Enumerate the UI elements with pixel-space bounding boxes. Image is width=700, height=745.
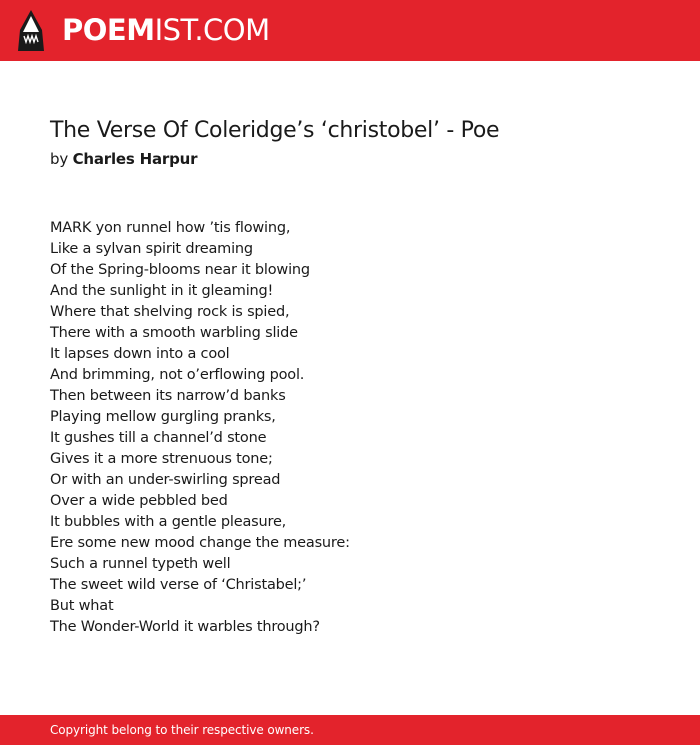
logo-text-bold: POEM	[62, 13, 155, 47]
logo-text-light: IST.COM	[154, 13, 270, 47]
poem-line: It lapses down into a cool	[50, 346, 230, 362]
pen-nib-icon[interactable]	[18, 10, 44, 51]
poem-line: Playing mellow gurgling pranks,	[50, 409, 276, 425]
copyright-notice: Copyright belong to their respective owners.	[50, 723, 314, 737]
site-header	[0, 0, 700, 61]
poem-line: There with a smooth warbling slide	[50, 325, 298, 341]
poem-line: It bubbles with a gentle pleasure,	[50, 514, 287, 530]
poem-line: Like a sylvan spirit dreaming	[50, 241, 253, 257]
poem-line: Of the Spring-blooms near it blowing	[50, 262, 310, 278]
poem-line: And the sunlight in it gleaming!	[50, 283, 274, 299]
poem-line: And brimming, not o’erflowing pool.	[50, 367, 305, 383]
by-label: by	[50, 150, 68, 168]
poem-body	[50, 218, 670, 638]
poem-line: The sweet wild verse of ‘Christabel;’	[50, 577, 307, 593]
author-name: Charles Harpur	[72, 150, 198, 168]
byline	[50, 149, 670, 169]
poem-title: The Verse Of Coleridge’s ‘christobel’ - Poe	[50, 118, 500, 143]
site-logo[interactable]	[62, 12, 270, 48]
poem-line: Such a runnel typeth well	[50, 556, 231, 572]
poem-line: Then between its narrow’d banks	[50, 388, 286, 404]
poem-heading	[50, 117, 670, 169]
poem-line: But what	[50, 598, 114, 614]
poem-line: It gushes till a channel’d stone	[50, 430, 267, 446]
poem-line: Or with an under-swirling spread	[50, 472, 281, 488]
poem-line: Over a wide pebbled bed	[50, 493, 228, 509]
poem-line: Where that shelving rock is spied,	[50, 304, 290, 320]
poem-line: Gives it a more strenuous tone;	[50, 451, 273, 467]
poem-line: Ere some new mood change the measure:	[50, 535, 350, 551]
poem-line: MARK yon runnel how ’tis flowing,	[50, 220, 291, 236]
site-footer	[0, 715, 700, 745]
poem-line: The Wonder-World it warbles through?	[50, 619, 320, 635]
